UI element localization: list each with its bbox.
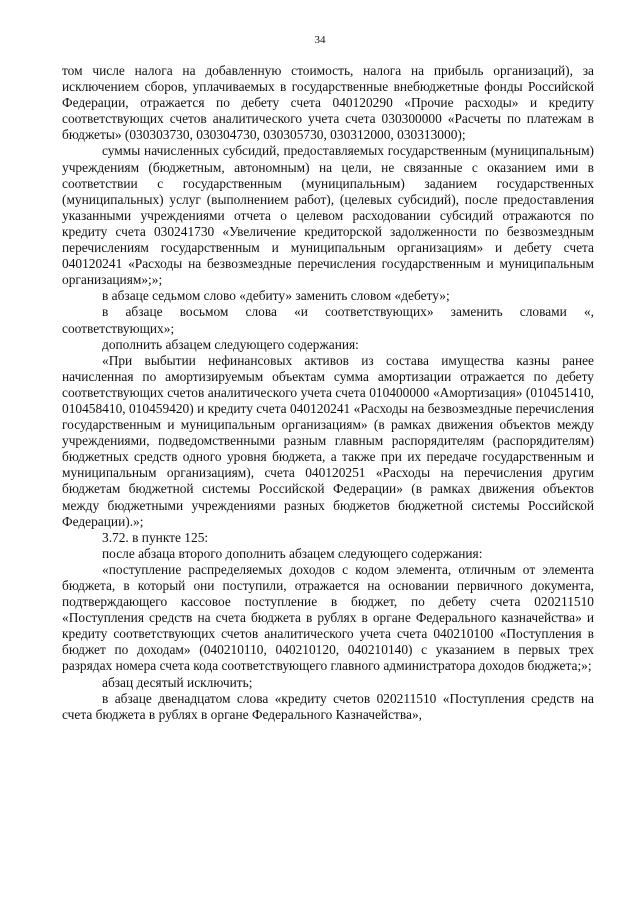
paragraph-11: в абзаце двенадцатом слова «кредиту счетов 020211510 «Поступления средств на счета бюджета в рублях в органе Федерального Казначейства», [62,690,594,722]
document-body [62,63,594,723]
paragraph-9: «поступление распределяемых доходов с кодом элемента, отличным от элемента бюджета, в который они поступили, отражается на основании первичного документа, подтверждающего кассовое поступление в бюджет, по дебету счета 020211510 «Поступления средств на счета бюджета в рублях в органе Федерального казначейства» и кредиту соответствующих счетов аналитического учета счета 040210100 «Поступления в бюджет по доходам» (040210110, 040210120, 040210140) с указанием в первых трех разрядах номера счета кода соответствующего главного администратора доходов бюджета;»; [62,561,594,674]
paragraph-4: в абзаце восьмом слова «и соответствующих» заменить словами «, соответствующих»; [62,304,594,336]
page-number: 34 [314,34,326,46]
paragraph-8: после абзаца второго дополнить абзацем следующего содержания: [102,545,483,561]
paragraph-3: в абзаце седьмом слово «дебиту» заменить словом «дебету»; [102,288,450,304]
paragraph-7: 3.72. в пункте 125: [102,529,209,545]
paragraph-5: дополнить абзацем следующего содержания: [102,336,359,352]
paragraph-1: том числе налога на добавленную стоимость, налога на прибыль организаций), за исключением сборов, уплачиваемых в государственные внебюджетные фонды Российской Федерации, отражается по дебету счета 040120290 «Прочие расходы» и кредиту соответствующих счетов аналитического учета счета 030300000 «Расчеты по платежам в бюджеты» (030303730, 030304730, 030305730, 030312000, 030313000); [62,63,594,143]
paragraph-10: абзац десятый исключить; [102,674,253,690]
paragraph-6: «При выбытии нефинансовых активов из состава имущества казны ранее начисленная по амортизируемым объектам сумма амортизации отражается по дебету соответствующих счетов аналитического учета счета 010400000 «Амортизация» (010451410, 010458410, 010459420) и кредиту счета 040120241 «Расходы на безвозмездные перечисления государственным и муниципальным организациям» (в рамках движения объектов между учреждениями, подведомственными разным главным распорядителям (распорядителям) бюджетных средств одного уровня бюджета, а также при их передаче государственным и муниципальным организациям), счета 040120251 «Расходы на перечисления другим бюджетам бюджетной системы Российской Федерации» (в рамках движения объектов между бюджетными учреждениями разных бюджетов бюджетной системы Российской Федерации).»; [62,352,594,529]
paragraph-2: суммы начисленных субсидий, предоставляемых государственным (муниципальным) учреждениям (бюджетным, автономным) на цели, не связанные с оказанием ими в соответствии с государственным (муниципальным) заданием государственных (муниципальных) услуг (выполнением работ), (целевых субсидий), после предоставления указанными учреждениями отчета о целевом расходовании субсидий отражаются по кредиту счета 030241730 «Увеличение кредиторской задолженности по безвозмездным перечислениям государственным и муниципальным организациям» и дебету счета 040120241 «Расходы на безвозмездные перечисления государственным и муниципальным организациям»;»; [62,143,594,288]
